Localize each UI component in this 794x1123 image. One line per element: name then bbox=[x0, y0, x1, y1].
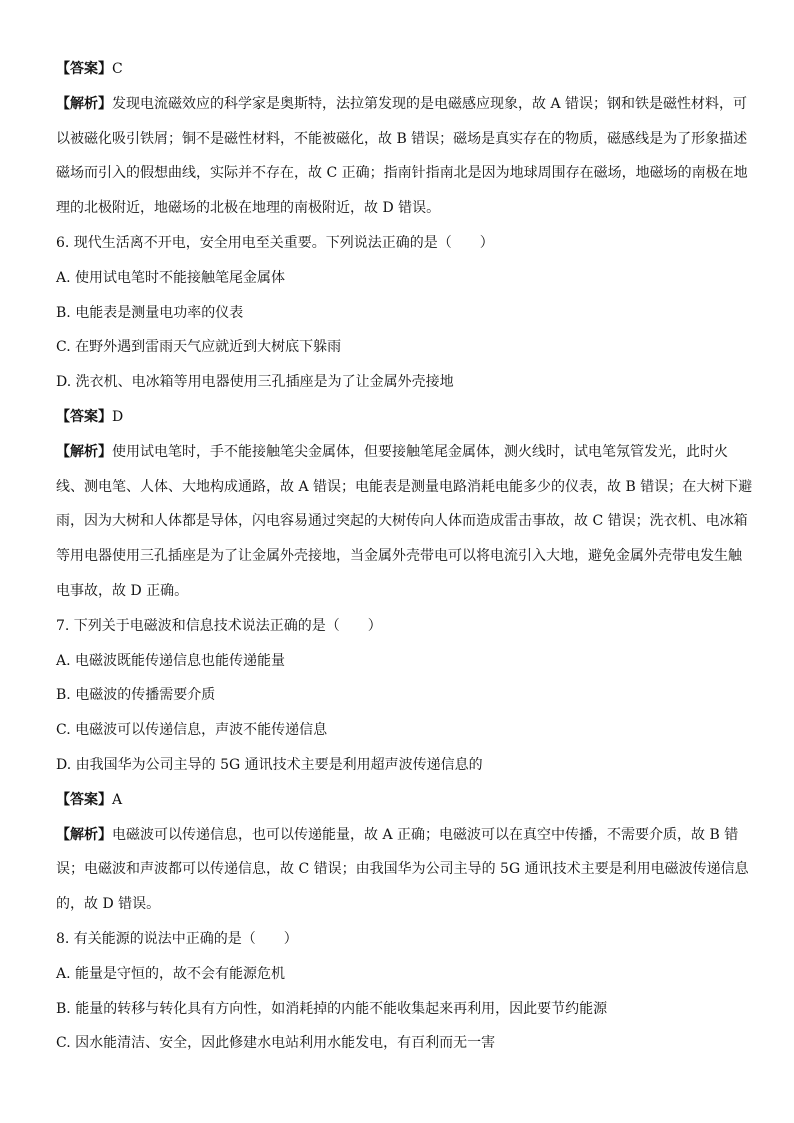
q6-answer bbox=[56, 400, 740, 435]
analysis-line: 等用电器使用三孔插座是为了让金属外壳接地，当金属外壳带电可以将电流引入大地，避免金属外壳带电发生触 bbox=[56, 548, 742, 565]
q6-option-b: B. 电能表是测量电功率的仪表 bbox=[56, 304, 244, 321]
answer-tag: 【答案】 bbox=[56, 791, 112, 808]
q8-option-a: A. 能量是守恒的，故不会有能源危机 bbox=[56, 965, 286, 982]
analysis-tag: 【解析】 bbox=[56, 95, 112, 112]
q5-analysis bbox=[56, 87, 748, 226]
answer-value: A bbox=[112, 791, 123, 808]
document-page bbox=[56, 52, 753, 1061]
q8-stem: 8. 有关能源的说法中正确的是（ ） bbox=[56, 930, 298, 947]
q6-analysis bbox=[56, 435, 753, 609]
q7-option-b: B. 电磁波的传播需要介质 bbox=[56, 687, 216, 704]
analysis-tag: 【解析】 bbox=[56, 443, 112, 460]
analysis-line: 电事故，故 D 正确。 bbox=[56, 582, 189, 599]
analysis-line: 线、测电笔、人体、大地构成通路，故 A 错误；电能表是测量电路消耗电能多少的仪表，故 B 错误；在大树下避 bbox=[56, 478, 753, 495]
q8-option-c: C. 因水能清洁、安全，因此修建水电站利用水能发电，有百利而无一害 bbox=[56, 1035, 496, 1052]
q6-stem: 6. 现代生活离不开电，安全用电至关重要。下列说法正确的是（ ） bbox=[56, 234, 494, 251]
q5-answer bbox=[56, 52, 740, 87]
q7-option-a: A. 电磁波既能传递信息也能传递能量 bbox=[56, 652, 286, 669]
analysis-line: 误；电磁波和声波都可以传递信息，故 C 错误；由我国华为公司主导的 5G 通讯技术主要是利用电磁波传递信息 bbox=[56, 861, 749, 878]
answer-tag: 【答案】 bbox=[56, 61, 112, 77]
analysis-line: 【解析】发现电流磁效应的科学家是奥斯特，法拉第发现的是电磁感应现象，故 A 错误；钢和铁是磁性材料，可 bbox=[56, 95, 748, 112]
analysis-line: 雨，因为大树和人体都是导体，闪电容易通过突起的大树传向人体而造成雷击事故，故 C 错误；洗衣机、电冰箱 bbox=[56, 513, 748, 530]
q6-option-d: D. 洗衣机、电冰箱等用电器使用三孔插座是为了让金属外壳接地 bbox=[56, 374, 454, 391]
answer-value: D bbox=[112, 408, 124, 425]
q7-option-c: C. 电磁波可以传递信息，声波不能传递信息 bbox=[56, 722, 328, 739]
q6-option-a: A. 使用试电笔时不能接触笔尾金属体 bbox=[56, 269, 286, 286]
q7-option-d: D. 由我国华为公司主导的 5G 通讯技术主要是利用超声波传递信息的 bbox=[56, 756, 483, 773]
analysis-line: 磁场而引入的假想曲线，实际并不存在，故 C 正确；指南针指南北是因为地球周围存在磁场，地磁场的南极在地 bbox=[56, 165, 748, 182]
q6-option-c: C. 在野外遇到雷雨天气应就近到大树底下躲雨 bbox=[56, 339, 342, 356]
analysis-line: 的，故 D 错误。 bbox=[56, 896, 161, 913]
answer-value: C bbox=[112, 61, 123, 77]
analysis-line: 【解析】电磁波可以传递信息，也可以传递能量，故 A 正确；电磁波可以在真空中传播，不需要介质，故 B 错 bbox=[56, 826, 739, 843]
q7-stem: 7. 下列关于电磁波和信息技术说法正确的是（ ） bbox=[56, 617, 382, 634]
q7-answer bbox=[56, 783, 740, 818]
analysis-line: 理的北极附近，地磁场的北极在地理的南极附近，故 D 错误。 bbox=[56, 200, 441, 217]
q8-option-b: B. 能量的转移与转化具有方向性，如消耗掉的内能不能收集起来再利用，因此要节约能源 bbox=[56, 1000, 608, 1017]
answer-tag: 【答案】 bbox=[56, 408, 112, 425]
analysis-line: 【解析】使用试电笔时，手不能接触笔尖金属体，但要接触笔尾金属体，测火线时，试电笔氖管发光，此时火 bbox=[56, 443, 728, 460]
analysis-line: 以被磁化吸引铁屑；铜不是磁性材料，不能被磁化，故 B 错误；磁场是真实存在的物质，磁感线是为了形象描述 bbox=[56, 130, 748, 147]
analysis-tag: 【解析】 bbox=[56, 826, 112, 843]
q7-analysis bbox=[56, 818, 749, 922]
